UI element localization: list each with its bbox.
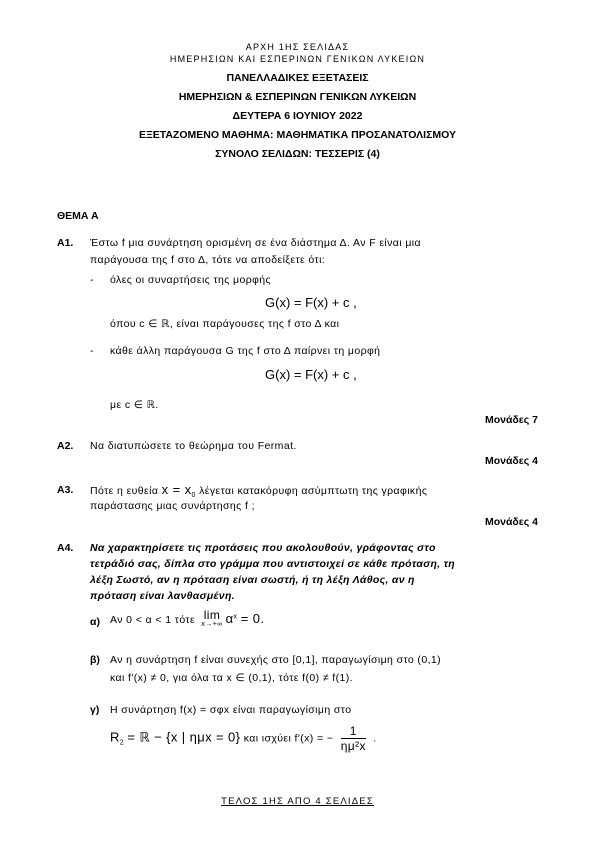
domain-symbol: R xyxy=(110,729,120,745)
limit-operator: lim xyxy=(203,608,221,622)
formula: G(x) = F(x) + c , xyxy=(265,295,357,310)
question-text: με c ∈ ℝ. xyxy=(110,399,159,411)
marks-label: Μονάδες 4 xyxy=(484,455,538,467)
exam-title: ΠΑΝΕΛΛΑΔΙΚΕΣ ΕΞΕΤΑΣΕΙΣ xyxy=(226,72,369,84)
question-text: Να χαρακτηρίσετε τις προτάσεις που ακολουθούν, γράφοντας στο xyxy=(90,542,436,554)
question-text: παράστασης μιας συνάρτησης f ; xyxy=(90,500,255,512)
math-expression: x = x xyxy=(161,482,192,497)
statement-c xyxy=(110,724,377,753)
exam-date: ΔΕΥΤΕΡΑ 6 ΙΟΥΝΙΟΥ 2022 xyxy=(232,110,363,122)
statement-b: και f′(x) ≠ 0, για όλα τα x ∈ (0,1), τότε f(0) ≠ f(1). xyxy=(110,672,353,684)
question-text-part: Πότε η ευθεία xyxy=(90,485,159,497)
question-text: παράγουσα της f στο Δ, τότε να αποδείξετε ότι: xyxy=(90,254,326,266)
exam-subject: ΕΞΕΤΑΖΟΜΕΝΟ ΜΑΘΗΜΑ: ΜΑΘΗΜΑΤΙΚΑ ΠΡΟΣΑΝΑΤΟΛΙΣΜΟΥ xyxy=(138,129,457,141)
bullet-dash: - xyxy=(90,274,94,286)
statement-text: και ισχύει f′(x) = − xyxy=(243,732,334,745)
question-text: τετράδιό σας, δίπλα στο γράμμα που αντιστοιχεί σε κάθε πρόταση, τη xyxy=(90,558,455,570)
marks-label: Μονάδες 7 xyxy=(484,414,538,426)
question-text: Να διατυπώσετε το θεώρημα του Fermat. xyxy=(90,440,297,452)
school-type-label: ΗΜΕΡΗΣΙΩΝ ΚΑΙ ΕΣΠΕΡΙΝΩΝ ΓΕΝΙΚΩΝ ΛΥΚΕΙΩΝ xyxy=(169,54,426,64)
section-title: ΘΕΜΑ Α xyxy=(57,210,99,222)
statement-b: Αν η συνάρτηση f είναι συνεχής στο [0,1], παραγωγίσιμη στο (0,1) xyxy=(110,654,442,666)
fraction xyxy=(341,724,366,753)
fraction-numerator: 1 xyxy=(341,724,366,739)
statement-end: . xyxy=(373,732,377,745)
fraction-denominator: ημ²x xyxy=(340,739,366,753)
marks-label: Μονάδες 4 xyxy=(484,516,538,528)
math-base: α xyxy=(225,610,234,626)
statement-text: Αν 0 < α < 1 τότε xyxy=(110,613,196,626)
domain-set: = ℝ − {x | ημx = 0} xyxy=(127,729,241,745)
question-text-part: λέγεται κατακόρυφη ασύμπτωτη της γραφικής xyxy=(199,485,428,497)
limit-subscript: x→+∞ xyxy=(201,621,223,628)
math-expression: = 0. xyxy=(240,610,265,626)
question-number: Α2. xyxy=(57,440,74,452)
bullet-text: κάθε άλλη παράγουσα G της f στο Δ παίρνει τη μορφή xyxy=(110,345,381,357)
item-label-c: γ) xyxy=(90,704,100,716)
page-count: ΣΥΝΟΛΟ ΣΕΛΙΔΩΝ: ΤΕΣΣΕΡΙΣ (4) xyxy=(215,148,380,160)
domain-subscript: 2 xyxy=(119,739,125,747)
statement-c: Η συνάρτηση f(x) = σφx είναι παραγωγίσιμη στο xyxy=(110,704,352,716)
statement-a xyxy=(110,610,264,630)
question-text: λέξη Σωστό, αν η πρόταση είναι σωστή, ή τη λέξη Λάθος, αν η xyxy=(90,574,415,586)
question-number: Α3. xyxy=(57,484,74,496)
math-exponent: x xyxy=(233,613,238,621)
item-label-a: α) xyxy=(90,616,100,628)
question-text xyxy=(90,482,427,499)
item-label-b: β) xyxy=(90,654,100,666)
math-subscript: 0 xyxy=(191,492,196,500)
question-number: Α4. xyxy=(57,542,74,554)
formula: G(x) = F(x) + c , xyxy=(265,367,357,382)
page-start-label: ΑΡΧΗ 1ΗΣ ΣΕΛΙΔΑΣ xyxy=(245,42,350,52)
question-number: Α1. xyxy=(57,237,74,249)
question-text: πρόταση είναι λανθασμένη. xyxy=(90,590,235,602)
bullet-dash: - xyxy=(90,345,94,357)
limit-expression xyxy=(201,610,222,630)
exam-subtitle: ΗΜΕΡΗΣΙΩΝ & ΕΣΠΕΡΙΝΩΝ ΓΕΝΙΚΩΝ ΛΥΚΕΙΩΝ xyxy=(178,91,417,103)
question-text: Έστω f μια συνάρτηση ορισμένη σε ένα διάστημα Δ. Αν F είναι μια xyxy=(90,237,421,249)
question-text: όπου c ∈ ℝ, είναι παράγουσες της f στο Δ και xyxy=(110,318,340,330)
page-footer: ΤΕΛΟΣ 1ΗΣ ΑΠΟ 4 ΣΕΛΙΔΕΣ xyxy=(221,796,374,807)
bullet-text: όλες οι συναρτήσεις της μορφής xyxy=(110,274,271,286)
